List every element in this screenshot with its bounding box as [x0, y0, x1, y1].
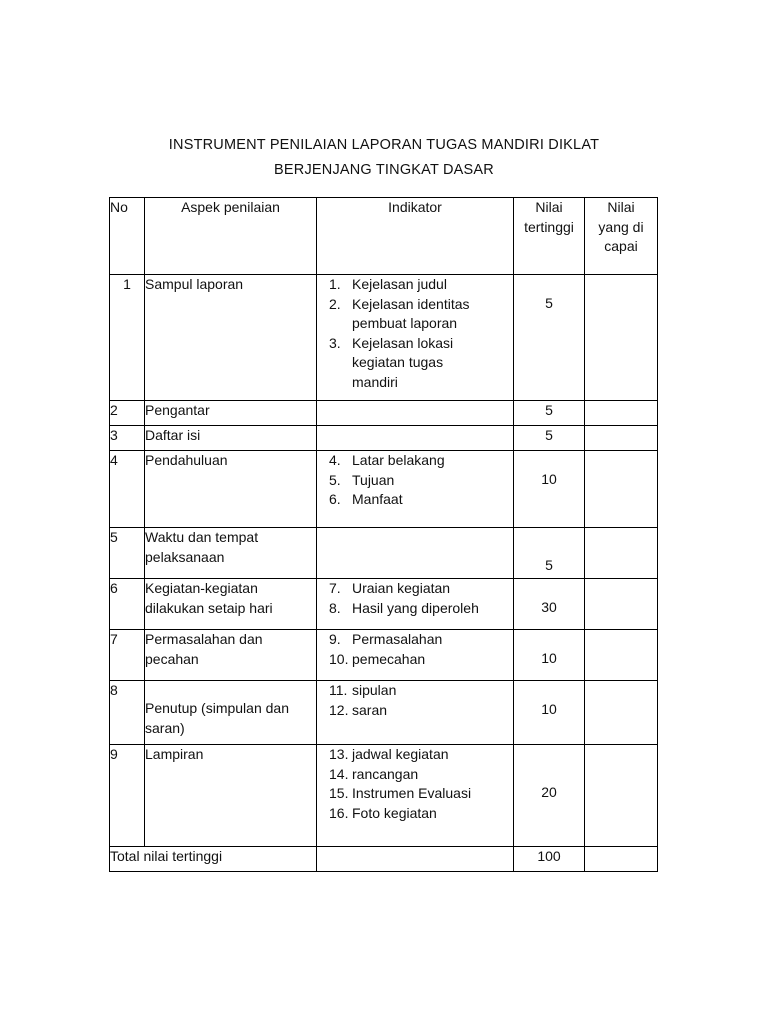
row-nilai-dicapai	[585, 630, 658, 681]
row-no: 1	[110, 275, 145, 401]
header-indikator: Indikator	[317, 198, 514, 275]
row-nilai-dicapai	[585, 401, 658, 426]
total-value: 100	[514, 847, 585, 872]
table-row	[110, 451, 658, 528]
indicator-text: Kejelasan identitas pembuat laporan	[352, 295, 470, 331]
table-header-row	[110, 198, 658, 275]
indicator-text: Latar belakang	[352, 452, 445, 468]
row-nilai-tertinggi: 5	[514, 401, 585, 426]
row-no: 9	[110, 745, 145, 847]
table-row	[110, 745, 658, 847]
indicator-number: 3.	[329, 334, 341, 351]
row-no: 7	[110, 630, 145, 681]
indicator-item	[329, 765, 513, 785]
indicator-number: 8.	[329, 599, 341, 616]
indicator-text: sipulan	[352, 682, 397, 698]
indicator-text: Manfaat	[352, 491, 403, 507]
indicator-number: 11.	[329, 682, 348, 698]
indicator-text: saran	[352, 701, 388, 718]
header-aspek: Aspek penilaian	[145, 198, 317, 275]
total-label: Total nilai tertinggi	[110, 847, 317, 872]
table-row	[110, 579, 658, 630]
indicator-item	[329, 681, 513, 701]
row-nilai-dicapai	[585, 275, 658, 401]
row-no: 3	[110, 426, 145, 451]
table-row	[110, 630, 658, 681]
header-nilai-tertinggi-text: Nilai tertinggi	[524, 199, 574, 235]
row-nilai-tertinggi: 5	[514, 275, 585, 401]
indicator-item	[329, 701, 513, 721]
row-nilai-dicapai	[585, 579, 658, 630]
row-nilai-tertinggi: 20	[514, 745, 585, 847]
row-indikator	[317, 528, 514, 579]
row-no: 5	[110, 528, 145, 579]
row-nilai-tertinggi: 30	[514, 579, 585, 630]
indicator-item	[329, 630, 513, 650]
indicator-item	[329, 471, 513, 491]
row-nilai-tertinggi: 10	[514, 630, 585, 681]
total-indikator-empty	[317, 847, 514, 872]
indicator-item	[329, 275, 513, 295]
row-no: 8	[110, 681, 145, 745]
indicator-number: 1.	[329, 276, 341, 292]
assessment-table	[109, 197, 658, 872]
indicator-text: rancangan	[352, 765, 419, 782]
row-indikator	[317, 579, 514, 630]
indicator-text: Permasalahan	[352, 631, 443, 647]
document-title-line-1: INSTRUMENT PENILAIAN LAPORAN TUGAS MANDIRI DIKLAT	[168, 137, 600, 153]
indicator-number: 7.	[329, 580, 341, 596]
row-indikator	[317, 426, 514, 451]
row-nilai-dicapai	[585, 681, 658, 745]
row-nilai-dicapai	[585, 426, 658, 451]
indicator-text: pemecahan	[352, 650, 426, 667]
indicator-number: 12.	[329, 701, 349, 718]
row-nilai-tertinggi: 5	[514, 528, 585, 579]
header-nilai-dicapai	[585, 198, 658, 275]
indicator-number: 6.	[329, 491, 341, 507]
indicator-item	[329, 334, 513, 393]
indicator-number: 10.	[329, 650, 349, 667]
indicator-number: 13.	[329, 746, 349, 762]
indicator-item	[329, 650, 513, 670]
total-nilai-dicapai-empty	[585, 847, 658, 872]
indicator-list	[317, 579, 513, 618]
indicator-item	[329, 295, 513, 334]
row-indikator	[317, 745, 514, 847]
indicator-item	[329, 599, 513, 619]
indicator-number: 16.	[329, 804, 349, 821]
indicator-item	[329, 490, 513, 510]
row-aspek: Sampul laporan	[145, 275, 317, 401]
row-indikator	[317, 630, 514, 681]
indicator-text: Uraian kegiatan	[352, 580, 451, 596]
indicator-number: 2.	[329, 295, 341, 312]
indicator-text: Kejelasan judul	[352, 276, 447, 292]
indicator-list	[317, 681, 513, 720]
row-aspek: Waktu dan tempat pelaksanaan	[145, 528, 317, 579]
indicator-list	[317, 745, 513, 823]
row-aspek: Penutup (simpulan dan saran)	[145, 681, 317, 745]
indicator-item	[329, 804, 513, 824]
indicator-number: 14.	[329, 765, 349, 782]
indicator-list	[317, 630, 513, 669]
row-indikator	[317, 401, 514, 426]
table-row	[110, 528, 658, 579]
row-nilai-dicapai	[585, 745, 658, 847]
header-no: No	[110, 198, 145, 275]
indicator-text: Hasil yang diperoleh	[352, 599, 479, 616]
indicator-text: Foto kegiatan	[352, 804, 437, 821]
table-row	[110, 426, 658, 451]
row-nilai-dicapai	[585, 528, 658, 579]
table-row	[110, 401, 658, 426]
header-nilai-tertinggi	[514, 198, 585, 275]
row-nilai-tertinggi: 10	[514, 681, 585, 745]
indicator-item	[329, 451, 513, 471]
row-indikator	[317, 681, 514, 745]
row-nilai-tertinggi: 10	[514, 451, 585, 528]
indicator-number: 4.	[329, 452, 341, 468]
row-aspek: Kegiatan-kegiatan dilakukan setaip hari	[145, 579, 317, 630]
indicator-number: 5.	[329, 471, 341, 488]
document-title-line-2: BERJENJANG TINGKAT DASAR	[274, 162, 494, 178]
indicator-item	[329, 579, 513, 599]
total-row	[110, 847, 658, 872]
indicator-text: Kejelasan lokasi kegiatan tugas mandiri	[352, 334, 454, 390]
indicator-number: 15.	[329, 785, 349, 801]
row-nilai-dicapai	[585, 451, 658, 528]
indicator-item	[329, 784, 513, 804]
table-row	[110, 681, 658, 745]
row-aspek: Pendahuluan	[145, 451, 317, 528]
row-no: 4	[110, 451, 145, 528]
row-aspek: Permasalahan dan pecahan	[145, 630, 317, 681]
row-nilai-tertinggi: 5	[514, 426, 585, 451]
table-row	[110, 275, 658, 401]
indicator-text: jadwal kegiatan	[352, 746, 449, 762]
row-aspek: Daftar isi	[145, 426, 317, 451]
row-no: 2	[110, 401, 145, 426]
indicator-number: 9.	[329, 631, 341, 647]
indicator-list	[317, 451, 513, 510]
indicator-text: Tujuan	[352, 471, 395, 488]
row-indikator	[317, 275, 514, 401]
row-indikator	[317, 451, 514, 528]
row-aspek: Lampiran	[145, 745, 317, 847]
row-aspek: Pengantar	[145, 401, 317, 426]
row-no: 6	[110, 579, 145, 630]
indicator-text: Instrumen Evaluasi	[352, 785, 472, 801]
indicator-item	[329, 745, 513, 765]
header-nilai-dicapai-text: Nilai yang di capai	[598, 199, 644, 254]
indicator-list	[317, 275, 513, 392]
